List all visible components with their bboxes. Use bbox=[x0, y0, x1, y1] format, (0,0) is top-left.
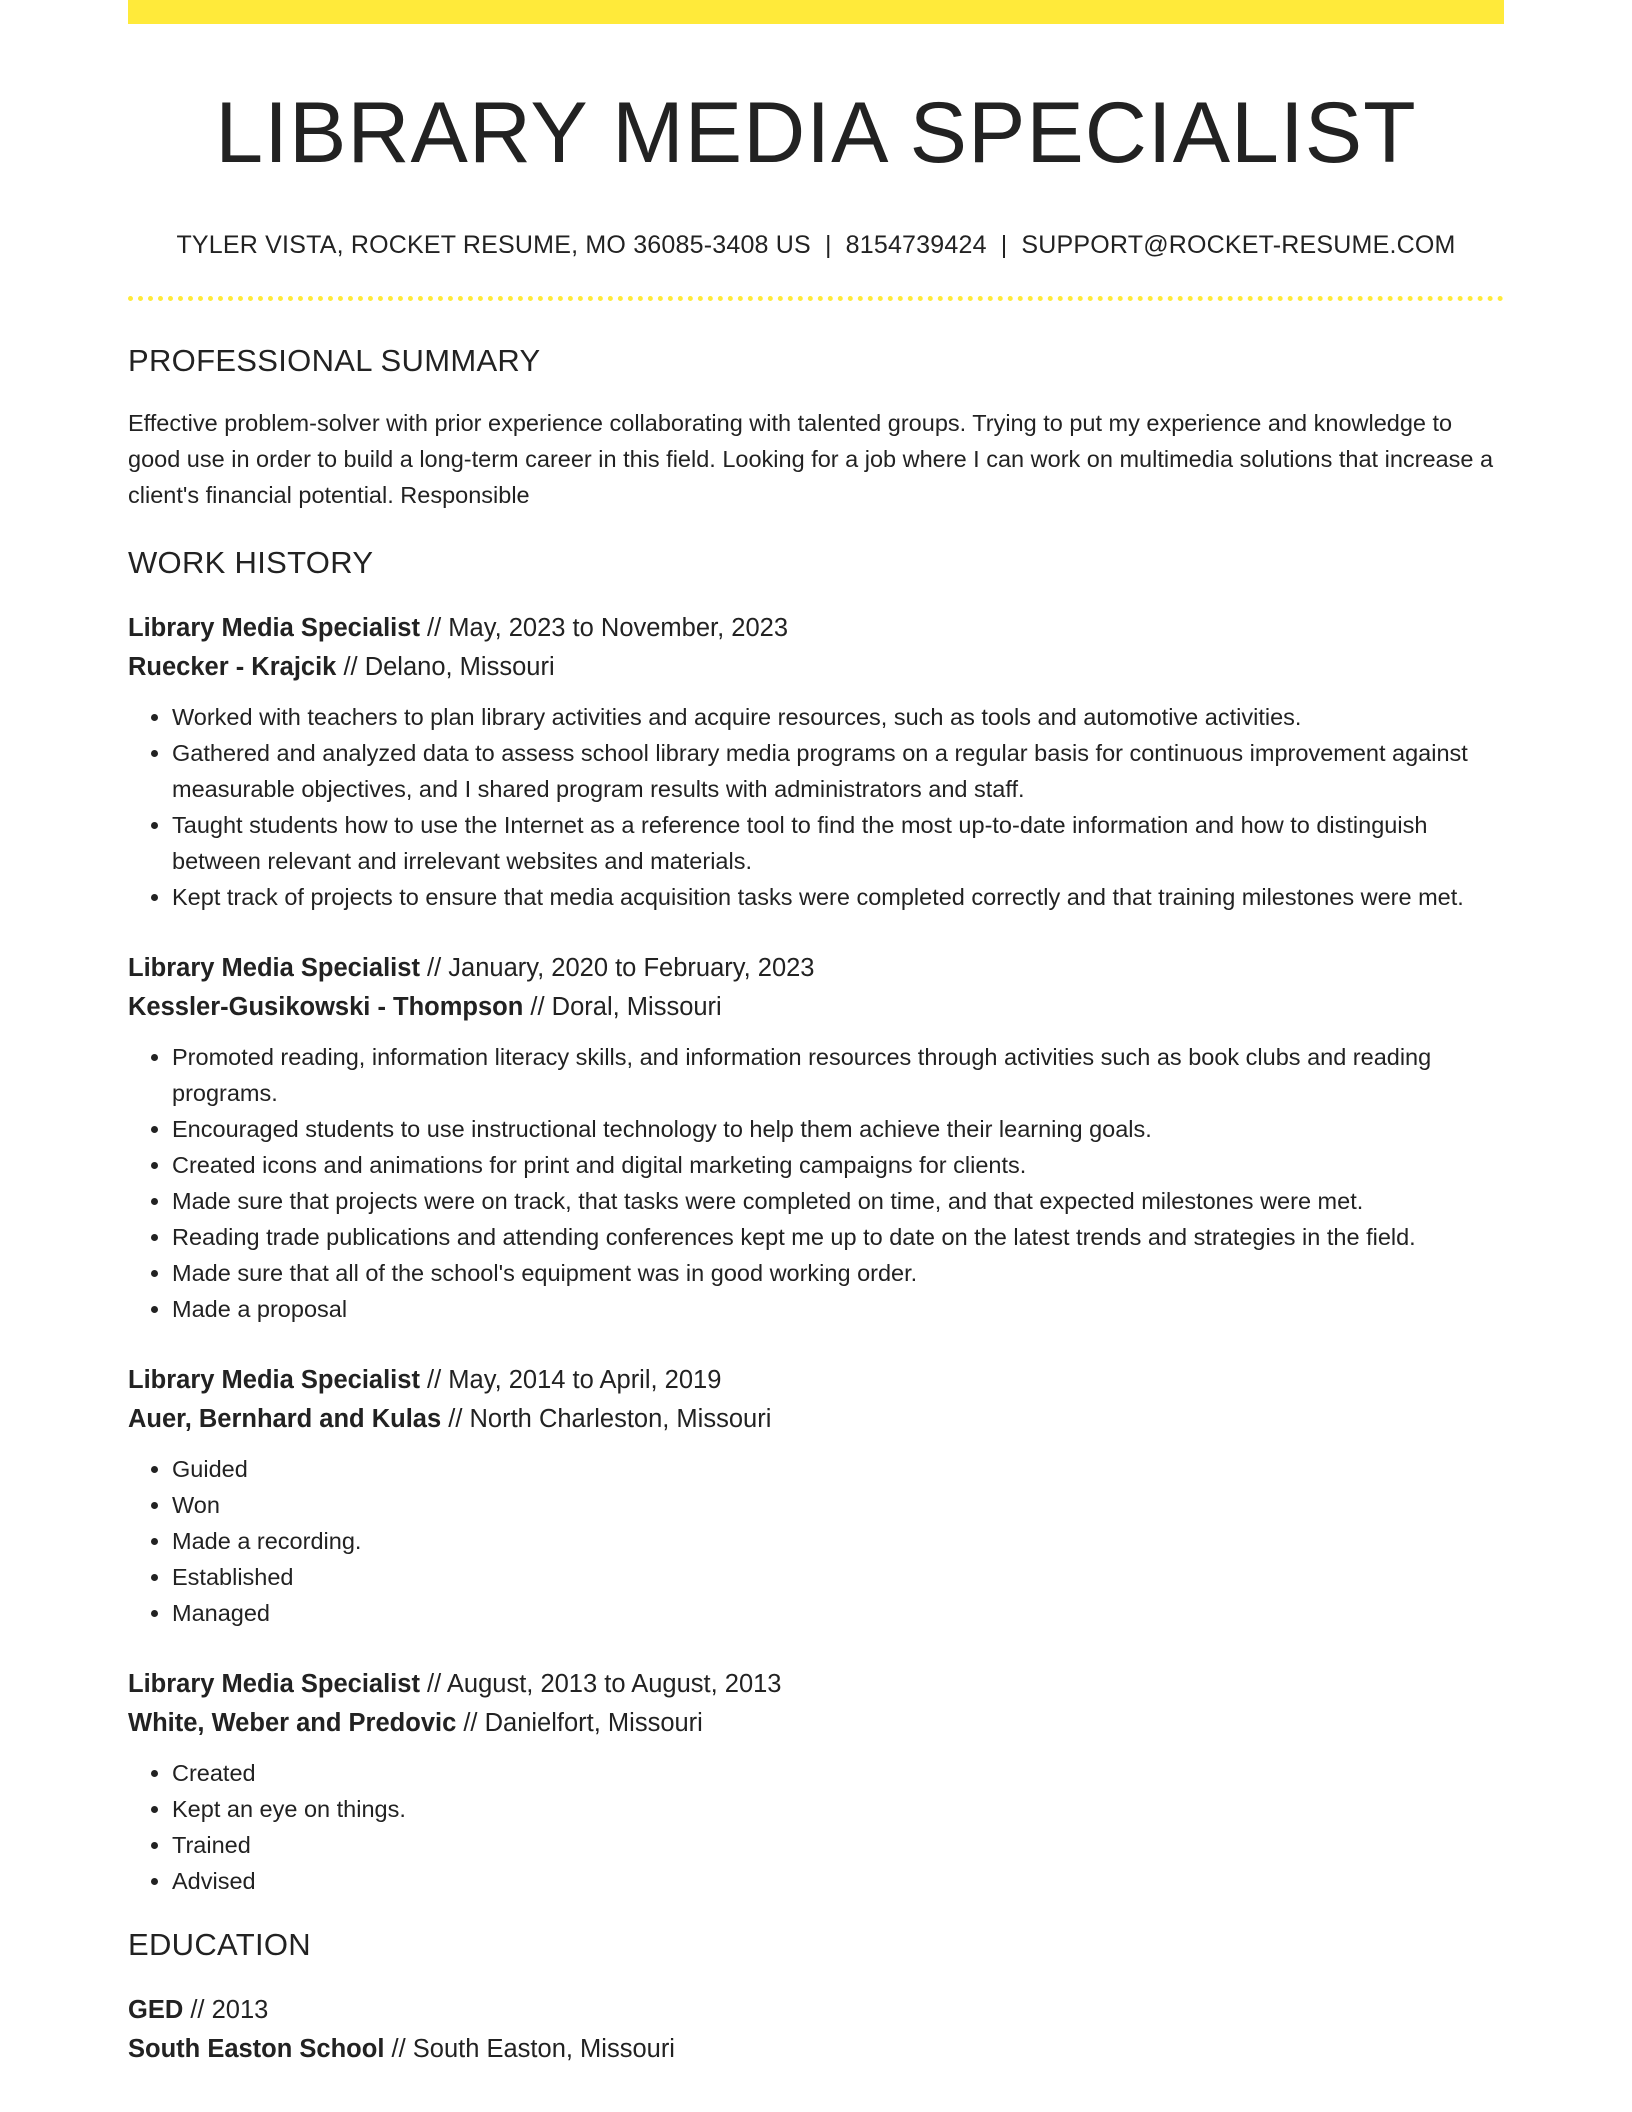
job-company: Ruecker - Krajcik bbox=[128, 653, 337, 682]
job-company-line bbox=[128, 988, 1504, 1027]
list-item: • Created bbox=[172, 1755, 1504, 1791]
list-item: • Guided bbox=[172, 1451, 1504, 1487]
job-company: Auer, Bernhard and Kulas bbox=[128, 1405, 442, 1434]
job-company: White, Weber and Predovic bbox=[128, 1709, 457, 1738]
list-item: • Gathered and analyzed data to assess school library media programs on a regular basis for continuous improvement against measurable objectives, and I shared program results with administrators and staff. bbox=[172, 735, 1504, 807]
list-item: • Worked with teachers to plan library activities and acquire resources, such as tools and automotive activities. bbox=[172, 699, 1504, 735]
list-item: • Made sure that all of the school's equipment was in good working order. bbox=[172, 1255, 1504, 1291]
summary-text: Effective problem-solver with prior experience collaborating with talented groups. Trying to put my experience and knowledge to good use in order to build a long-term career in this field. Looking for a job where I can work on multimedia solutions that increase a client's financial potential. Responsible bbox=[128, 410, 1494, 509]
job-entry bbox=[128, 609, 1504, 915]
education-degree-line bbox=[128, 1991, 1504, 2030]
list-item: • Made sure that projects were on track, that tasks were completed on time, and that expected milestones were met. bbox=[172, 1183, 1504, 1219]
job-location: // Danielfort, Missouri bbox=[456, 1709, 703, 1738]
accent-top-bar bbox=[128, 0, 1504, 24]
job-location: // Doral, Missouri bbox=[523, 993, 722, 1022]
list-item: • Won bbox=[172, 1487, 1504, 1523]
job-company: Kessler-Gusikowski - Thompson bbox=[128, 993, 524, 1022]
resume-page bbox=[128, 0, 1504, 2069]
education-year: // 2013 bbox=[183, 1996, 269, 2025]
job-bullet-list bbox=[128, 1755, 1504, 1899]
contact-line bbox=[128, 231, 1504, 260]
education-school-line bbox=[128, 2030, 1504, 2069]
job-title: Library Media Specialist bbox=[128, 1366, 420, 1395]
job-title-line bbox=[128, 1361, 1504, 1400]
job-title: Library Media Specialist bbox=[128, 954, 420, 983]
list-item: • Promoted reading, information literacy skills, and information resources through activities such as book clubs and reading programs. bbox=[172, 1039, 1504, 1111]
education-location: // South Easton, Missouri bbox=[384, 2035, 675, 2064]
page-title: LIBRARY MEDIA SPECIALIST bbox=[215, 85, 1417, 181]
job-entry bbox=[128, 949, 1504, 1327]
list-item: • Created icons and animations for print and digital marketing campaigns for clients. bbox=[172, 1147, 1504, 1183]
job-bullet-list bbox=[128, 699, 1504, 915]
work-history-list bbox=[128, 609, 1504, 1899]
contact-separator: | bbox=[824, 231, 832, 260]
dotted-divider bbox=[128, 296, 1504, 301]
job-bullet-list bbox=[128, 1039, 1504, 1327]
job-location: // North Charleston, Missouri bbox=[441, 1405, 772, 1434]
job-dates: // August, 2013 to August, 2013 bbox=[419, 1670, 782, 1699]
education-school: South Easton School bbox=[128, 2035, 385, 2064]
summary-heading: PROFESSIONAL SUMMARY bbox=[128, 343, 541, 379]
job-title-line bbox=[128, 609, 1504, 648]
job-title: Library Media Specialist bbox=[128, 1670, 420, 1699]
job-bullet-list bbox=[128, 1451, 1504, 1631]
contact-phone: 8154739424 bbox=[845, 231, 987, 260]
job-entry bbox=[128, 1665, 1504, 1899]
list-item: • Encouraged students to use instructional technology to help them achieve their learning goals. bbox=[172, 1111, 1504, 1147]
list-item: • Taught students how to use the Internet as a reference tool to find the most up-to-date information and how to distinguish between relevant and irrelevant websites and materials. bbox=[172, 807, 1504, 879]
education-degree: GED bbox=[128, 1996, 184, 2025]
job-entry bbox=[128, 1361, 1504, 1631]
job-dates: // May, 2014 to April, 2019 bbox=[419, 1366, 722, 1395]
list-item: • Established bbox=[172, 1559, 1504, 1595]
list-item: • Advised bbox=[172, 1863, 1504, 1899]
list-item: • Kept an eye on things. bbox=[172, 1791, 1504, 1827]
job-company-line bbox=[128, 1704, 1504, 1743]
education-heading: EDUCATION bbox=[128, 1927, 311, 1963]
list-item: • Reading trade publications and attending conferences kept me up to date on the latest trends and strategies in the field. bbox=[172, 1219, 1504, 1255]
contact-separator: | bbox=[1000, 231, 1008, 260]
contact-address: TYLER VISTA, ROCKET RESUME, MO 36085-3408 US bbox=[176, 231, 811, 260]
job-company-line bbox=[128, 648, 1504, 687]
job-location: // Delano, Missouri bbox=[336, 653, 555, 682]
list-item: • Trained bbox=[172, 1827, 1504, 1863]
job-title: Library Media Specialist bbox=[128, 614, 420, 643]
list-item: • Made a proposal bbox=[172, 1291, 1504, 1327]
contact-email: SUPPORT@ROCKET-RESUME.COM bbox=[1021, 231, 1456, 260]
job-dates: // May, 2023 to November, 2023 bbox=[419, 614, 789, 643]
work-history-heading: WORK HISTORY bbox=[128, 545, 374, 581]
list-item: • Made a recording. bbox=[172, 1523, 1504, 1559]
job-dates: // January, 2020 to February, 2023 bbox=[419, 954, 815, 983]
job-title-line bbox=[128, 1665, 1504, 1704]
job-title-line bbox=[128, 949, 1504, 988]
list-item: • Kept track of projects to ensure that media acquisition tasks were completed correctly and that training milestones were met. bbox=[172, 879, 1504, 915]
list-item: • Managed bbox=[172, 1595, 1504, 1631]
education-entry bbox=[128, 1991, 1504, 2069]
job-company-line bbox=[128, 1400, 1504, 1439]
